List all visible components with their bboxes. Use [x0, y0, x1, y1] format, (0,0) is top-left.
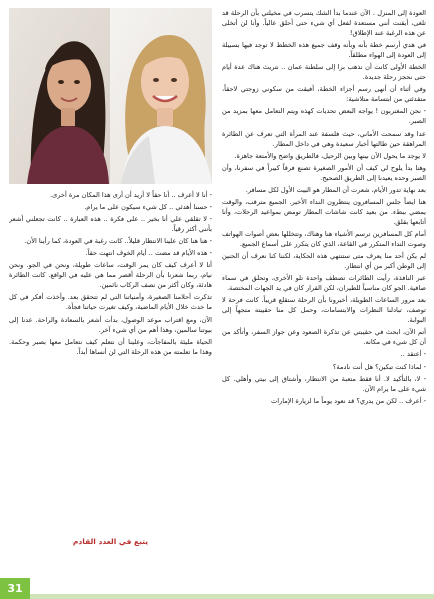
continued-notice: يتبع في العدد القادم	[72, 537, 149, 546]
paragraph: - أنا لا أعرف .. أنا حقاً لا أريد أن أرى هذا المكان مرة أخرى.	[50, 191, 212, 199]
paragraph: - لا تقلقي علي أنا بخير .. على فكرة .. هذه العبارة .. كانت تجعلني أشعر بأنني أكثر رقياً.	[9, 215, 212, 234]
article-left-column	[9, 190, 212, 528]
paragraph: العودة إلى المنزل . الآن عندما بدأ الشك يتسرب في مخيلتي بأن الرحلة قد تلغى، أيقنت أنني مستعدة لفعل أي شيء حتى أحلق عالياً. وأنا لن أتخلى عن هذه الرغبة عند الإطلاق!	[222, 9, 426, 38]
page-number: 31	[0, 578, 30, 599]
paragraph: لا يوجد ما يحول الآن بينها وبين الرحيل، فالطريق واضح والأمتعة جاهزة.	[234, 151, 426, 160]
footer-strip	[30, 594, 434, 599]
paragraph: أتم الآن، ابحث في حقيبتي عن تذكرة الصعود وعن جواز السفر، وأتأكد من أن كل شيء في مكانه.	[222, 328, 426, 347]
paragraph: وفي أثناء أن أنهى رسم أجزاء الخطة، أفيقت من سكوني زوجتي لاحقاً، متقدئتي من ابتسامة متلاشية:	[222, 85, 426, 104]
paragraph: أنا لا أعرف كيف كان يمر الوقت، ساعات طويلة، ونحن في الجو. ونحن نيام، ربما شعرنا بأن الرحلة أقصر مما هي عليه في الواقع. كانت الطائرة هادئة، وكان أكثر من نصف الركاب نائمين.	[9, 261, 212, 290]
article-right-column	[222, 8, 426, 574]
paragraph: بعد مرور الساعات الطويلة، أخبرونا بأن الرحلة ستقلع قريباً. كانت فرحة لا توصف، تبادلنا النظرات والابتسامات، وحمل كل منا حقيبته متجهاً إلى البوابة.	[222, 296, 426, 325]
article-photo	[9, 8, 212, 184]
paragraph: - أعرف .. لكن من يدري؟ قد نعود يوماً ما لزيارة الإمارات	[270, 396, 426, 405]
paragraph: - هنا هنا كان علينا الانتظار قليلاً.. كانت رغبة في العودة، كما رأينا الأن.	[24, 237, 212, 246]
paragraph: وهنا بدأ يلوح لي كيف أن الأمور الصغيرة تصنع فرقاً كبيراً في سفرنا، وأن الصبر وحده يعيدنا إلى الطريق الصحيح.	[222, 163, 426, 182]
paragraph: هنا ايضاً جلس المسافرون ينتظرون النداء الأخير. الجميع مترقب، والوقت يمضي ببطء. من بعيد كانت شاشات المطار تومض بمواعيد الرحلات، وأنا أتابعها بقلق.	[222, 197, 426, 226]
paragraph: - لماذا كنت تبكين؟ هل أنت نادمة؟	[332, 362, 426, 371]
paragraph: تذكرت أحلامنا الصغيرة، وأمنياتنا التي لم تتحقق بعد. وأخذت أفكر في كل ما حدث خلال الأيام الماضية، وكيف تغيرت حياتنا فجأة.	[9, 293, 212, 312]
portrait-photo-illustration	[9, 8, 212, 184]
paragraph: - هذه الأيام قد مضت .. أيام الخوف انتهت حقاً.	[85, 249, 212, 258]
paragraph: - نحن المغتربون ! يواجه البعض تحديات كهذه ويتم التعامل معها بمزيد من الصبر.	[222, 107, 426, 126]
paragraph: - لا، بالتأكيد لا. أنا فقط متعبة من الانتظار، وأشتاق إلى بيتي وأهلي. كل شيء على ما يرام الآن.	[222, 374, 426, 393]
paragraph: في هدي أرسم خطة بأنه وبأنه وقف جميع هذه الخطط لا توجد فيها بسبيلة إلى العودة إلى الهواء مطلقاً.	[222, 41, 426, 60]
paragraph: بعد نهاية تدور الأيام، شعرت أن المطار هو البيت الأول لكل مسافر.	[245, 185, 426, 194]
paragraph: لم يكن أحد منا يعرف متى ستنتهي هذه الحكاية، لكننا كنا نعرف أن الحنين إلى الوطن أكبر من أي انتظار.	[222, 252, 426, 271]
paragraph: - حسنا أهدئي .. كل شيء سيكون على ما يرام.	[84, 203, 212, 212]
paragraph: عبر النافذة، رأيت الطائرات تصطف واحدة تلو الأخرى، وتحلق في سماء صافية. الجو كان مناسباً للطيران، لكن القرار كان في يد الجهات المختصة.	[222, 274, 426, 293]
paragraph: الحياة مليئة بالمفاجآت، وعلينا أن نتعلم كيف نتعامل معها بصبر وحكمة. وهذا ما تعلمته من هذه الرحلة التي لن أنساها أبداً.	[9, 337, 212, 356]
paragraph: - أعتقد ..	[400, 350, 426, 359]
paragraph: أمام كل المسافرين ترسم الأشياء هنا وهناك، وتتخللها بعض أصوات الهواتف وصوت النداء المتكرر في القاعة، الذي كان يتكرر على أسماع الجميع.	[222, 229, 426, 248]
paragraph: الخطة الأولى كانت أن نذهب برا إلى سلطنة عمان .. نتريث هناك عدة أيام حتى نحجز رحلة جديدة.	[222, 63, 426, 82]
paragraph: عدا وقد سمحت الأماني، حيث فلسفة عند المرأة التي تعرف عن الطائرة المراهقة حين طالتها أخبار سعيدة وهي في داخل المطار.	[222, 129, 426, 148]
paragraph: الآن، ومع اقتراب موعد الوصول، بدأت أشعر بالسعادة والراحة. عدنا إلى بيوتنا سالمين، وهذا أهم من أي شيء آخر.	[9, 315, 212, 334]
